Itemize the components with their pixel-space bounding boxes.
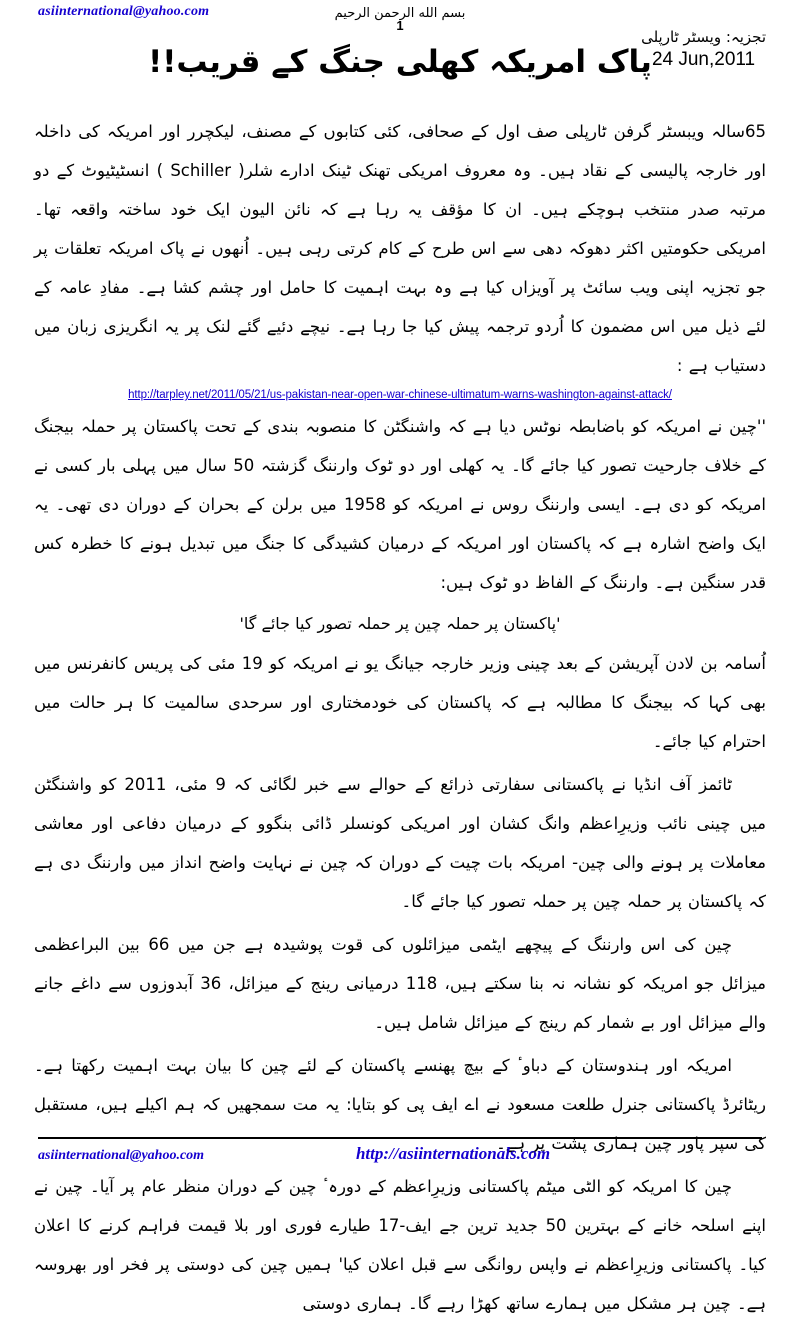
source-link[interactable]: http://tarpley.net/2011/05/21/us-pakistan-near-open-war-chinese-ultimatum-warns-washington-against-attack/ [128,389,672,401]
paragraph-china-notice: ''چین نے امریکہ کو باضابطہ نوٹس دیا ہے کہ واشنگٹن کا منصوبہ بندی کے تحت پاکستان پر حملہ بیجنگ کے خلاف جارحیت تصور کیا جائے گا۔ یہ کھلی اور دو ٹوک وارننگ گزشتہ 50 سال میں پہلی بار کسی نے امریکہ کو دی ہے۔ ایسی وارننگ روس نے امریکہ کو 1958 میں برلن کے بحران کے دوران دی تھی۔ یہ ایک واضح اشارہ ہے کہ پاکستان اور امریکہ کے درمیان کشیدگی کا جنگ میں تبدیل ہونے کا خطرہ کس قدر سنگین ہے۔ وارننگ کے الفاظ دو ٹوک ہیں: [34,417,766,592]
paragraph-times-of-india: ٹائمز آف انڈیا نے پاکستانی سفارتی ذرائع کے حوالے سے خبر لگائی کہ 9 مئی، 2011 کو واشنگٹن میں چینی نائب وزیرِاعظم وانگ کشان اور امریکی کونسلر ڈائی بنگوو کے درمیان دفاعی اور معاشی معاملات پر ہونے والی چین- امریکہ بات چیت کے دوران کہ چین نے نہایت واضح انداز میں وارننگ دی ہے کہ پاکستان پر حملہ چین پر حملہ تصور کیا جائے گا۔ [34,775,766,911]
page-title: پاک امریکہ کھلی جنگ کے قریب!! [148,44,652,80]
bismillah-text: بسم الله الرحمن الرحيم [334,6,466,21]
source-link-line[interactable] [34,389,766,401]
quote-attack-on-pakistan: 'پاکستان پر حملہ چین پر حملہ تصور کیا جائے گا' [239,614,561,633]
paragraph-missiles: چین کی اس وارننگ کے پیچھے ایٹمی میزائلوں کی قوت پوشیدہ ہے جن میں 66 بین البراعظمی میزائل جو امریکہ کو نشانہ نہ بنا سکتے ہیں، 118 درمیانی رینج کے میزائل، 36 آبدوزوں سے داغے جانے والے میزائل اور بے شمار کم رینج کے میزائل شامل ہیں۔ [34,935,766,1032]
paragraph-talat-masood: امریکہ اور ہندوستان کے دباوٴ کے بیچ پھنسے پاکستان کے لئے چین کا بیان بہت اہمیت رکھتا ہے۔ ریٹائرڈ پاکستانی جنرل طلعت مسعود نے اے ایف پی کو بتایا: یہ مت سمجھیں کہ ہم اکیلے ہیں، مستقبل کی سپر پاور چین ہماری پشت پر ہے۔ [34,1056,766,1153]
paragraph-jf17: چین کا امریکہ کو الٹی میٹم پاکستانی وزیرِاعظم کے دورہٴ چین کے دوران منظر عام پر آیا۔ چین نے اپنے اسلحہ خانے کے بہترین 50 جدید ترین جے ایف-17 طیارے فوری اور بلا قیمت فراہم کرنے کا اعلان کیا۔ پاکستانی وزیرِاعظم نے واپس روانگی سے قبل اعلان کیا' ہمیں چین کی دوستی پر فخر اور بھروسہ ہے۔ چین ہر مشکل میں ہمارے ساتھ کھڑا رہے گا۔ ہماری دوستی [34,1177,766,1313]
page-header [0,0,800,112]
header-email[interactable]: asiinternational@yahoo.com [38,4,210,19]
page-number: 1 [396,18,404,33]
page-footer [38,1137,762,1164]
footer-email[interactable]: asiinternational@yahoo.com [38,1148,205,1163]
footer-website[interactable]: http://asiinternationals.com [355,1144,551,1163]
article-date: 24 Jun,2011 [651,48,756,70]
paragraph-intro: 65سالہ ویبسٹر گرفن ٹارپلی صف اول کے صحافی، کئی کتابوں کے مصنف، لیکچرر اور امریکہ کی داخلہ اور خارجہ پالیسی کے نقاد ہیں۔ وہ معروف امریکی تھنک ٹینک ادارے شلر( Schiller ) انسٹیٹیوٹ کے دو مرتبہ صدر منتخب ہوچکے ہیں۔ ان کا مؤقف یہ رہا ہے کہ نائن الیون ایک خود ساختہ واقعہ تھا۔ امریکی حکومتیں اکثر دھوکہ دھی سے اس طرح کے کام کرتی رہی ہیں۔ اُنھوں نے پاک امریکہ تعلقات پر جو تجزیہ اپنی ویب سائٹ پر آویزاں کیا ہے وہ بہت اہمیت کا حامل اور چشم کشا ہے۔ مفادِ عامہ کے لئے ذیل میں اس مضمون کا اُردو ترجمہ پیش کیا جا رہا ہے۔ نیچے دئیے گئے لنک پر یہ انگریزی زبان میں دستیاب ہے : [34,122,767,375]
paragraph-jiang-yu: اُسامہ بن لادن آپریشن کے بعد چینی وزیر خارجہ جیانگ یو نے امریکہ کو 19 مئی کی پریس کانفرنس میں بھی کہا کہ بیجنگ کا مطالبہ ہے کہ پاکستان کی خودمختاری اور سرحدی سالمیت کا ہر حالت میں احترام کیا جائے۔ [34,654,766,751]
article-byline: تجزیہ: ویسٹر ٹارپلی [641,28,766,46]
